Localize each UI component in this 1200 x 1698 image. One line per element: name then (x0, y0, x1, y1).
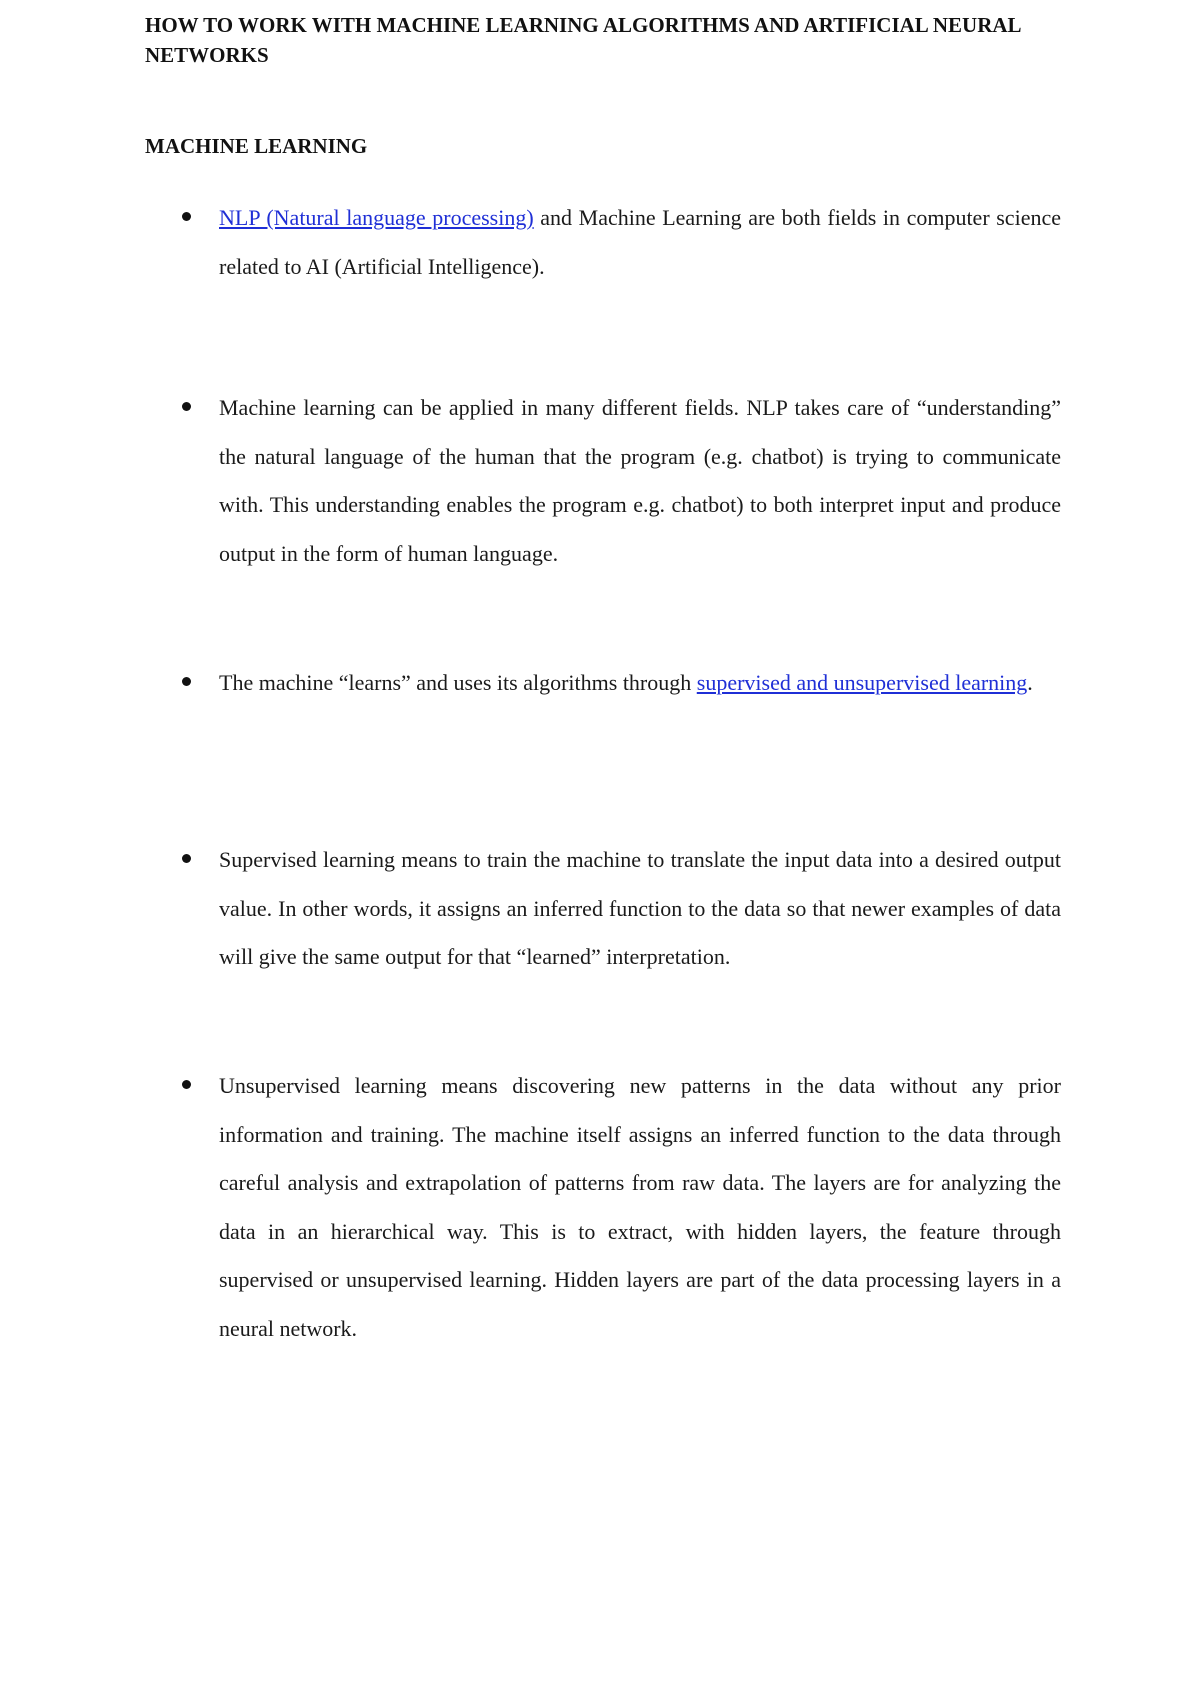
bullet-icon (182, 854, 191, 863)
list-item-text: Machine learning can be applied in many different fields. NLP takes care of “understanding” the natural language of the human that the program (e.g. chatbot) is trying to communicate with. This understanding enables the program e.g. chatbot) to both interpret input and produce output in the form of human language. (219, 395, 1061, 566)
document-title: HOW TO WORK WITH MACHINE LEARNING ALGORITHMS AND ARTIFICIAL NEURAL NETWORKS (145, 13, 1021, 67)
supervised-unsupervised-link[interactable]: supervised and unsupervised learning (696, 670, 1028, 695)
list-item-text: Unsupervised learning means discovering new patterns in the data without any prior information and training. The machine itself assigns an inferred function to the data through careful analysis and extrapolation of patterns from raw data. The layers are for analyzing the data in an hierarchical way. This is to extract, with hidden layers, the feature through supervised or unsupervised learning. Hidden layers are part of the data processing layers in a neural network. (219, 1073, 1061, 1341)
list-item-text (219, 194, 1061, 291)
list-item-text-before: The machine “learns” and uses its algorithms through (219, 670, 697, 695)
bullet-icon (182, 402, 191, 411)
bullet-icon (182, 677, 191, 686)
section-heading: MACHINE LEARNING (145, 134, 368, 158)
nlp-link[interactable]: NLP (Natural language processing) (219, 205, 534, 230)
list-item-text: Supervised learning means to train the machine to translate the input data into a desired output value. In other words, it assigns an inferred function to the data so that newer examples of data will give the same output for that “learned” interpretation. (219, 847, 1061, 969)
list-item-text-after: . (1027, 670, 1033, 695)
bullet-icon (182, 1080, 191, 1089)
list-item-text-after: and Machine Learning are both fields in computer science related to AI (Artificial Intelligence). (219, 205, 1061, 279)
bullet-icon (182, 212, 191, 221)
list-item-text (219, 659, 1061, 708)
